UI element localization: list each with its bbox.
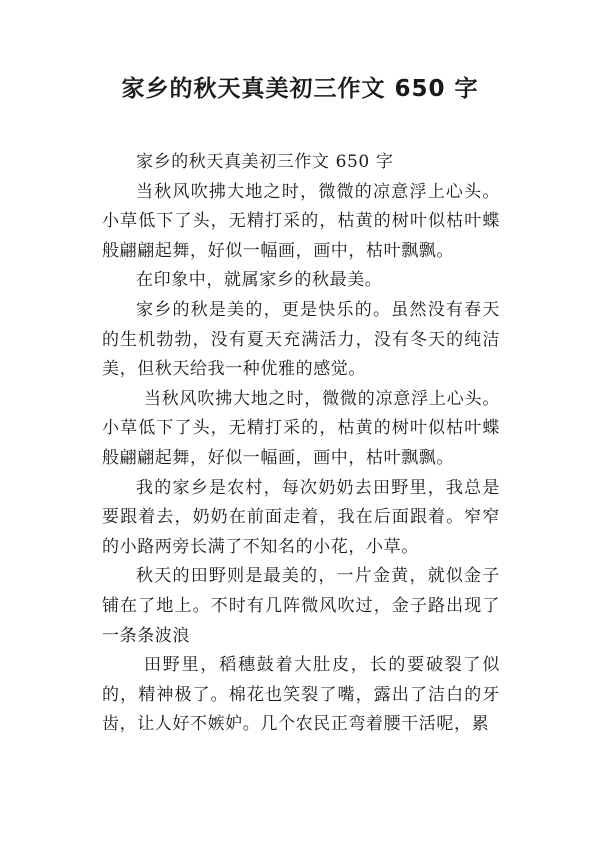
paragraph: 当秋风吹拂大地之时，微微的凉意浮上心头。小草低下了头，无精打采的，枯黄的树叶似枯叶蝶般翩翩起舞，好似一幅画，画中，枯叶飘飘。 bbox=[102, 181, 500, 261]
paragraph: 家乡的秋是美的，更是快乐的。虽然没有春天的生机勃勃，没有夏天充满活力，没有冬天的纯洁美，但秋天给我一种优雅的感觉。 bbox=[102, 299, 500, 380]
paragraph: 我的家乡是农村，每次奶奶去田野里，我总是要跟着去，奶奶在前面走着，我在后面跟着。窄窄的小路两旁长满了不知名的小花，小草。 bbox=[102, 477, 500, 557]
paragraph: 秋天的田野则是最美的，一片金黄，就似金子铺在了地上。不时有几阵微风吹过，金子路出现了一条条波浪 bbox=[102, 566, 500, 646]
document-title: 家乡的秋天真美初三作文 650 字 bbox=[121, 76, 479, 102]
paragraph: 在印象中，就属家乡的秋最美。 bbox=[136, 270, 383, 291]
paragraph: 田野里，稻穗鼓着大肚皮，长的要破裂了似的，精神极了。棉花也笑裂了嘴，露出了洁白的牙齿，让人好不嫉妒。几个农民正弯着腰干活呢，累 bbox=[102, 655, 500, 735]
paragraph: 当秋风吹拂大地之时，微微的凉意浮上心头。小草低下了头，无精打采的，枯黄的树叶似枯叶蝶般翩翩起舞，好似一幅画，画中，枯叶飘飘。 bbox=[102, 388, 500, 468]
document-body bbox=[102, 148, 500, 740]
paragraph-subtitle: 家乡的秋天真美初三作文 650 字 bbox=[136, 152, 394, 172]
